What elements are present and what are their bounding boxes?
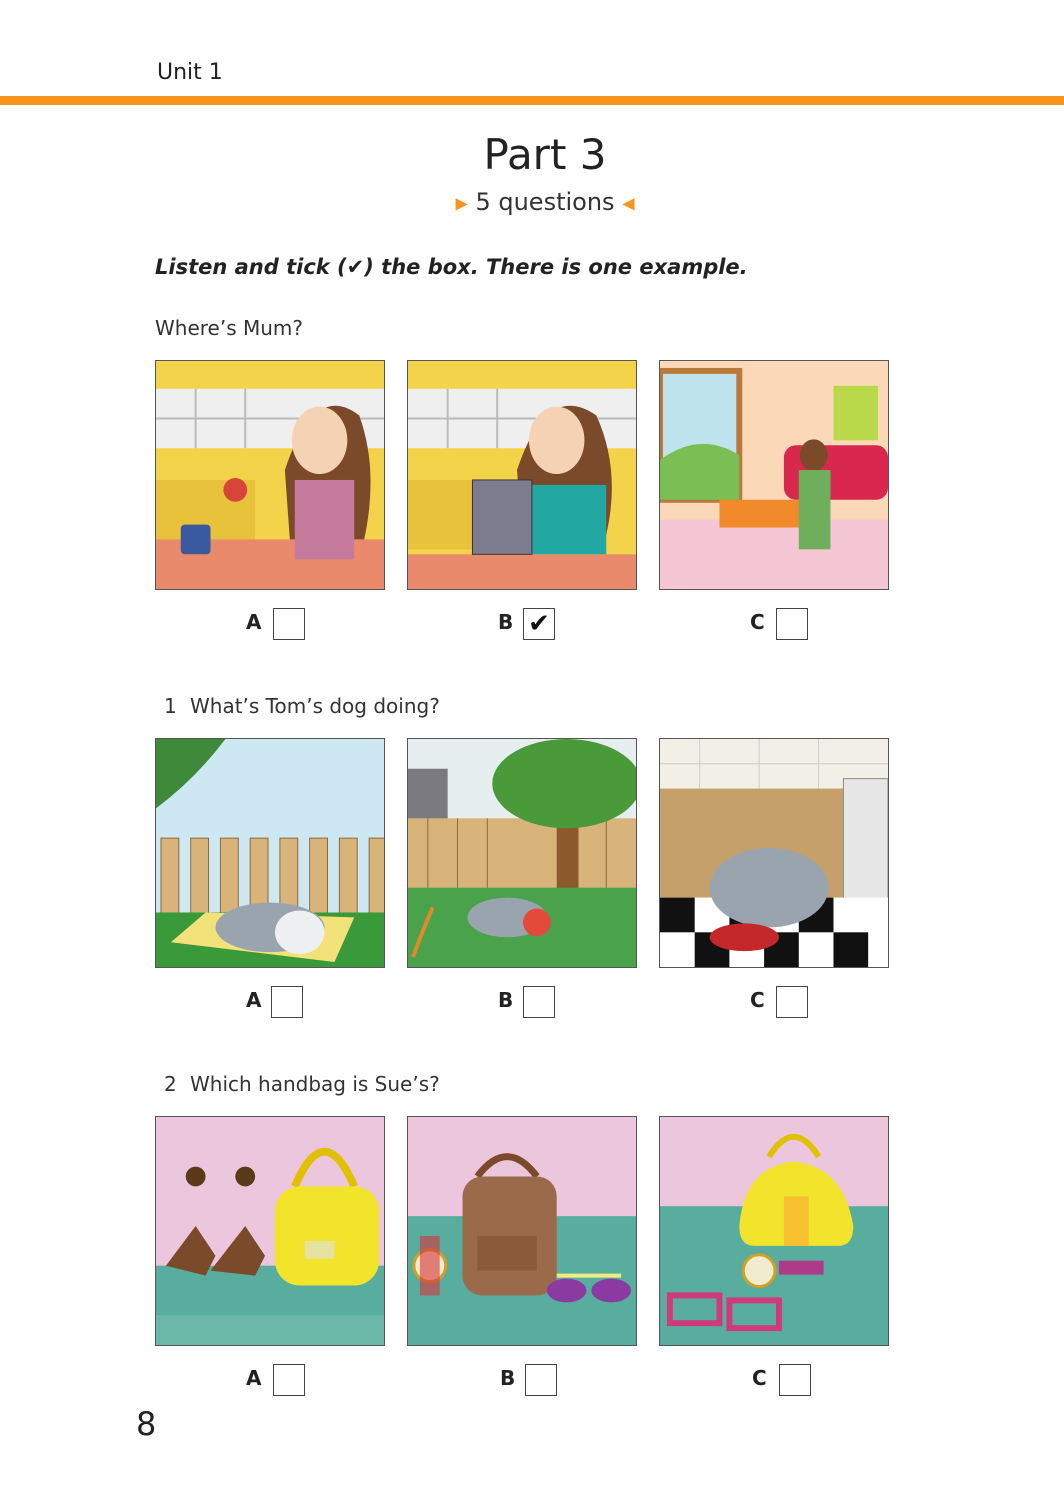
yellow-bag-watch-glasses-illustration — [660, 1117, 888, 1345]
page-number: 8 — [136, 1405, 157, 1443]
picture-example-b[interactable] — [407, 360, 637, 590]
triangle-left-icon: ◀ — [622, 193, 635, 213]
question-number: 2 — [164, 1072, 177, 1096]
option-label-c: C — [752, 1366, 767, 1390]
option-label-a: A — [246, 1366, 262, 1390]
question-2 — [164, 1072, 440, 1096]
tick-box-q1-a[interactable] — [271, 986, 303, 1018]
option-label-b: B — [498, 610, 514, 634]
picture-example-c[interactable] — [659, 360, 889, 590]
dog-eating-bowl-illustration — [660, 739, 888, 967]
triangle-right-icon: ▶ — [455, 193, 468, 213]
question-text: What’s Tom’s dog doing? — [190, 694, 440, 718]
picture-q2-c[interactable] — [659, 1116, 889, 1346]
yellow-bag-shoes-illustration — [156, 1117, 384, 1345]
mum-eating-toast-illustration — [156, 361, 384, 589]
tick-box-example-c[interactable] — [776, 608, 808, 640]
picture-q2-b[interactable] — [407, 1116, 637, 1346]
picture-q1-c[interactable] — [659, 738, 889, 968]
question-number: 1 — [164, 694, 177, 718]
example-question: Where’s Mum? — [155, 316, 304, 340]
tick-box-q2-c[interactable] — [779, 1364, 811, 1396]
tick-box-q2-b[interactable] — [525, 1364, 557, 1396]
picture-example-a[interactable] — [155, 360, 385, 590]
option-label-c: C — [750, 610, 765, 634]
mum-cleaning-living-room-illustration — [660, 361, 888, 589]
question-count-label: 5 questions — [475, 188, 615, 216]
instruction: Listen and tick (✔) the box. There is one example. — [155, 255, 748, 279]
option-label-a: A — [246, 988, 262, 1012]
tick-box-example-b[interactable]: ✔ — [523, 608, 555, 640]
option-label-c: C — [750, 988, 765, 1012]
mum-reading-book-illustration — [408, 361, 636, 589]
tick-box-example-a[interactable] — [273, 608, 305, 640]
unit-label: Unit 1 — [157, 60, 223, 85]
dog-playing-ball-illustration — [408, 739, 636, 967]
tick-box-q1-c[interactable] — [776, 986, 808, 1018]
tick-box-q2-a[interactable] — [273, 1364, 305, 1396]
picture-q2-a[interactable] — [155, 1116, 385, 1346]
tick-box-q1-b[interactable] — [523, 986, 555, 1018]
question-text: Which handbag is Sue’s? — [190, 1072, 440, 1096]
dog-sleeping-illustration — [156, 739, 384, 967]
picture-q1-b[interactable] — [407, 738, 637, 968]
question-count — [400, 188, 690, 216]
question-1 — [164, 694, 440, 718]
brown-bag-watch-sunglasses-illustration — [408, 1117, 636, 1345]
part-title: Part 3 — [483, 130, 607, 179]
option-label-b: B — [498, 988, 514, 1012]
option-label-a: A — [246, 610, 262, 634]
header-bar — [0, 96, 1064, 105]
option-label-b: B — [500, 1366, 516, 1390]
picture-q1-a[interactable] — [155, 738, 385, 968]
